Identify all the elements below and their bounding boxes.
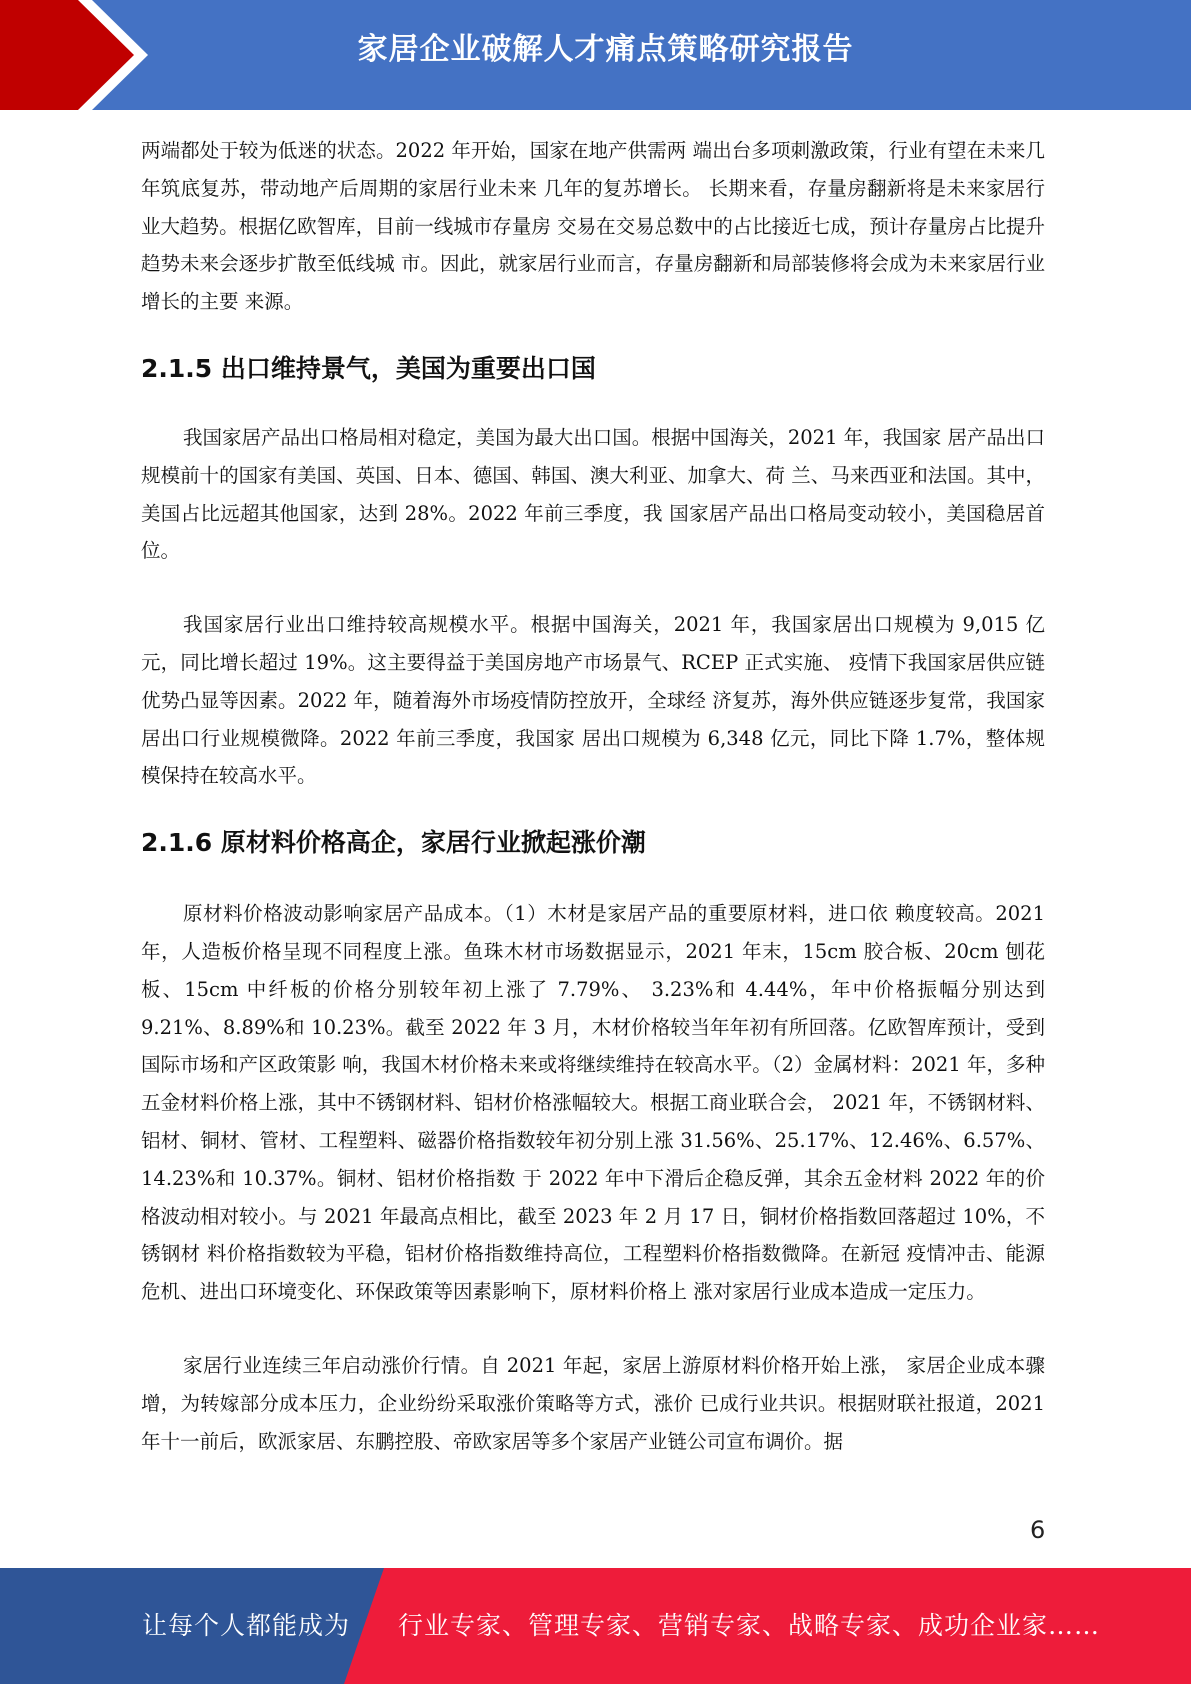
report-title: 家居企业破解人才痛点策略研究报告 [357,32,854,67]
paragraph: 我国家居行业出口维持较高规模水平。根据中国海关，2021 年，我国家居出口规模为 9,015 亿元，同比增长超过 19%。这主要得益于美国房地产市场景气、RCEP 正式实施、 疫情下我国家居供应链优势凸显等因素。2022 年，随着海外市场疫情防控放开，全球经 济复苏，海外供应链逐步复常，我国家居出口行业规模微降。2022 年前三季度，我国家 居出口规模为 6,348 亿元，同比下降 1.7%，整体规模保持在较高水平。 [141,613,1045,788]
paragraph: 我国家居产品出口格局相对稳定，美国为最大出口国。根据中国海关，2021 年，我国家 居产品出口规模前十的国家有美国、英国、日本、德国、韩国、澳大利亚、加拿大、荷 兰、马来西亚和法国。其中，美国占比远超其他国家，达到 28%。2022 年前三季度，我 国家居产品出口格局变动较小，美国稳居首位。 [141,425,1045,563]
paragraph: 两端都处于较为低迷的状态。2022 年开始，国家在地产供需两 端出台多项刺激政策，行业有望在未来几年筑底复苏，带动地产后周期的家居行业未来 几年的复苏增长。 长期来看，存量房翻新将是未来家居行业大趋势。根据亿欧智库，目前一线城市存量房 交易在交易总数中的占比接近七成，预计存量房占比提升趋势未来会逐步扩散至低线城 市。因此，就家居行业而言，存量房翻新和局部装修将会成为未来家居行业增长的主要 来源。 [141,139,1045,314]
paragraph: 原材料价格波动影响家居产品成本。（1）木材是家居产品的重要原材料，进口依 赖度较高。2021 年，人造板价格呈现不同程度上涨。鱼珠木材市场数据显示，2021 年末，15cm 胶合板、20cm 刨花板、15cm 中纤板的价格分别较年初上涨了 7.79%、 3.23%和 4.44%，年中价格振幅分别达到 9.21%、8.89%和 10.23%。截至 2022 年 3 月，木材价格较当年年初有所回落。亿欧智库预计，受到国际市场和产区政策影 响，我国木材价格未来或将继续维持在较高水平。（2）金属材料：2021 年，多种 五金材料价格上涨，其中不锈钢材料、铝材价格涨幅较大。根据工商业联合会， 2021 年，不锈钢材料、铝材、铜材、管材、工程塑料、磁器价格指数较年初分别上涨 31.56%、25.17%、12.46%、6.57%、14.23%和 10.37%。铜材、铝材价格指数 于 2022 年中下滑后企稳反弹，其余五金材料 2022 年的价格波动相对较小。与 2021 年最高点相比，截至 2023 年 2 月 17 日，铜材价格指数回落超过 10%，不锈钢材 料价格指数较为平稳，铝材价格指数维持高位，工程塑料价格指数微降。在新冠 疫情冲击、能源危机、进出口环境变化、环保政策等因素影响下，原材料价格上 涨对家居行业成本造成一定压力。 [141,902,1045,1304]
footer-slogan-left: 让每个人都能成为 [142,1611,351,1640]
section-heading-2-1-6: 2.1.6 原材料价格高企，家居行业掀起涨价潮 [141,828,646,858]
page-number: 6 [1030,1516,1046,1544]
page-content [141,132,1045,1460]
page-header [0,0,1191,110]
footer-slogan-right: 行业专家、管理专家、营销专家、战略专家、成功企业家…… [398,1611,1101,1640]
section-heading-2-1-5: 2.1.5 出口维持景气，美国为重要出口国 [141,353,596,383]
page-footer [0,1568,1191,1684]
paragraph: 家居行业连续三年启动涨价行情。自 2021 年起，家居上游原材料价格开始上涨， 家居企业成本骤增，为转嫁部分成本压力，企业纷纷采取涨价策略等方式，涨价 已成行业共识。根据财联社报道，2021 年十一前后，欧派家居、东鹏控股、帝欧家居等多个家居产业链公司宣布调价。据 [141,1353,1045,1453]
